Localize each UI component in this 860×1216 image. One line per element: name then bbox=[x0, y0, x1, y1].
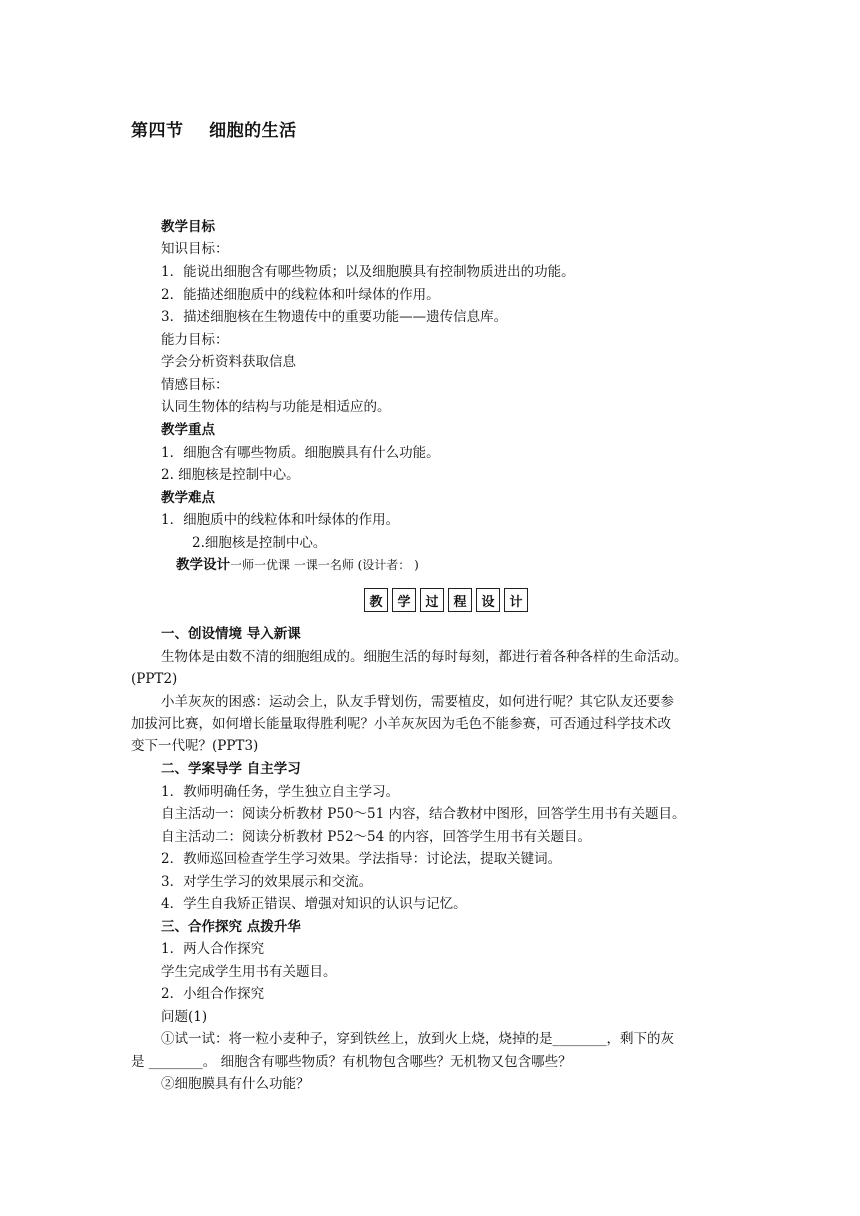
section3-heading: 三、合作探究 点拨升华 bbox=[161, 919, 301, 935]
difficulty-1: 1．细胞质中的线粒体和叶绿体的作用。 bbox=[161, 512, 400, 528]
key-point-2: 2. 细胞核是控制中心。 bbox=[161, 467, 300, 483]
section3-line: 1．两人合作探究 bbox=[161, 941, 265, 957]
design-heading: 教学设计 bbox=[176, 557, 230, 573]
design-line bbox=[176, 556, 419, 574]
section1-paragraph2: 小羊灰灰的困惑：运动会上，队友手臂划伤，需要植皮，如何进行呢？其它队友还要参 bbox=[161, 694, 674, 710]
section2-heading: 二、学案导学 自主学习 bbox=[161, 761, 301, 777]
process-box: 程 bbox=[448, 588, 472, 612]
section1-heading: 一、创设情境 导入新课 bbox=[161, 626, 301, 642]
question2: ②细胞膜具有什么功能？ bbox=[161, 1076, 310, 1092]
section2-line: 自主活动一：阅读分析教材 P50～51 内容，结合教材中图形，回答学生用书有关题目。 bbox=[161, 806, 686, 822]
section3-line: 2．小组合作探究 bbox=[161, 986, 265, 1002]
section1-paragraph1: 生物体是由数不清的细胞组成的。细胞生活的每时每刻，都进行着各种各样的生命活动。 bbox=[161, 649, 688, 665]
knowledge-label: 知识目标： bbox=[161, 241, 229, 257]
objectives-heading: 教学目标 bbox=[161, 219, 215, 235]
process-box: 学 bbox=[392, 588, 416, 612]
section2-line: 2．教师巡回检查学生学习效果。学法指导：讨论法，提取关键词。 bbox=[161, 851, 562, 867]
knowledge-item-2: 2．能描述细胞质中的线粒体和叶绿体的作用。 bbox=[161, 287, 440, 303]
section3-line: 问题(1) bbox=[161, 1009, 208, 1025]
section3-line: 学生完成学生用书有关题目。 bbox=[161, 964, 337, 980]
question1: ①试一试：将一粒小麦种子，穿到铁丝上，放到火上烧，烧掉的是________，剩下的灰 bbox=[161, 1031, 674, 1047]
process-box: 教 bbox=[364, 588, 388, 612]
emotion-text: 认同生物体的结构与功能是相适应的。 bbox=[161, 399, 391, 415]
section2-line: 4．学生自我矫正错误、增强对知识的认识与记忆。 bbox=[161, 896, 467, 912]
knowledge-item-1: 1．能说出细胞含有哪些物质；以及细胞膜具有控制物质进出的功能。 bbox=[161, 264, 575, 280]
emotion-label: 情感目标： bbox=[161, 377, 229, 393]
question1-cont: 是 ________。 细胞含有哪些物质？有机物包含哪些？无机物又包含哪些？ bbox=[131, 1054, 572, 1070]
ability-text: 学会分析资料获取信息 bbox=[161, 354, 296, 370]
section2-line: 3．对学生学习的效果展示和交流。 bbox=[161, 874, 373, 890]
difficulties-heading: 教学难点 bbox=[161, 490, 215, 506]
design-subtitle: 一师一优课 一课一名师 (设计者： ) bbox=[230, 558, 419, 572]
process-box: 设 bbox=[476, 588, 500, 612]
section1-paragraph2-cont: 加拔河比赛，如何增长能量取得胜利呢？小羊灰灰因为毛色不能参赛，可否通过科学技术改 bbox=[131, 716, 671, 732]
process-box: 过 bbox=[420, 588, 444, 612]
knowledge-item-3: 3．描述细胞核在生物遗传中的重要功能——遗传信息库。 bbox=[161, 309, 508, 325]
process-title-boxes bbox=[364, 588, 528, 612]
difficulty-2: 2.细胞核是控制中心。 bbox=[192, 535, 327, 551]
page-title: 第四节 细胞的生活 bbox=[131, 121, 297, 141]
ability-label: 能力目标： bbox=[161, 332, 229, 348]
section1-paragraph2-cont: 变下一代呢？(PPT3) bbox=[131, 738, 259, 754]
section2-line: 自主活动二：阅读分析教材 P52～54 的内容，回答学生用书有关题目。 bbox=[161, 829, 592, 845]
section2-line: 1．教师明确任务，学生独立自主学习。 bbox=[161, 784, 400, 800]
section1-paragraph1-cont: (PPT2) bbox=[131, 671, 178, 687]
process-box: 计 bbox=[504, 588, 528, 612]
key-point-1: 1．细胞含有哪些物质。细胞膜具有什么功能。 bbox=[161, 445, 440, 461]
key-points-heading: 教学重点 bbox=[161, 422, 215, 438]
